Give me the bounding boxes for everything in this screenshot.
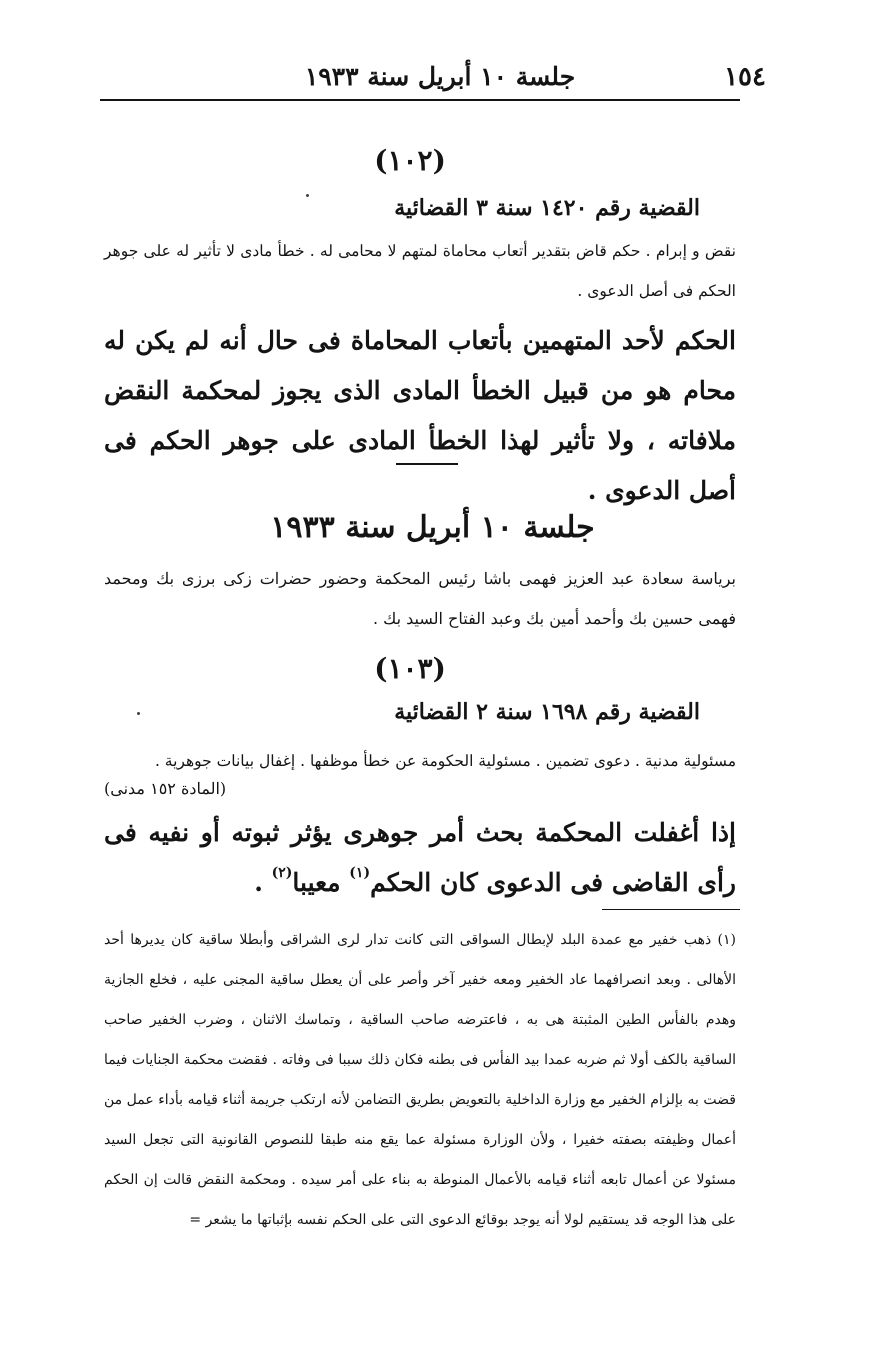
footnote-1: (١) ذهب خفير مع عمدة البلد لإبطال السواقى التى كانت تدار لرى الشراقى وأبطلا ساقية كان يديرها أحد الأهالى . وبعد انصرافهما عاد الخفير ومعه خفير آخر وأصر على أن يعطل ساقية المجنى عليه ، فخلع الجازية وهدم بالفأس الطين المثبتة هى به ، فاعترضه صاحب الساقية ، وتماسك الاثنان ، وضرب الخفير صاحب الساقية بالكف أولا ثم ضربه عمدا بيد الفأس فى بطنه فكان ذلك سببا فى وفاته . فقضت محكمة الجنايات فيما قضت به بإلزام الخفير مع وزارة الداخلية بالتعويض بطريق التضامن لأنه ارتكب جريمة أثناء قيامه بأداء عمل من أعمال وظيفته بصفته خفيرا ، ولأن الوزارة مسئولة عما يقع منه طبقا للنصوص القانونية التى تجعل السيد مسئولا عن أعمال تابعه أثناء قيامه بالأعمال المنوطة به بناء على أمر سيده . ومحكمة النقض قالت إن الحكم على هذا الوجه قد يستقيم لولا أنه يوجد بوقائع الدعوى التى على الحكم نفسه بإثباتها ما يشعر =: [104, 932, 736, 1228]
session-composition: برياسة سعادة عبد العزيز فهمى باشا رئيس المحكمة وحضور حضرات زكى برزى بك ومحمد فهمى حسين بك وأحمد أمين بك وعبد الفتاح السيد بك .: [104, 569, 736, 628]
page-number: ١٥٤: [724, 62, 766, 92]
case-keywords-102: نقض و إبرام . حكم قاض بتقدير أتعاب محاماة لمتهم لا محامى له . خطأ مادى لا تأثير له على جوهر الحكم فى أصل الدعوى .: [104, 242, 736, 300]
case-principle-102: الحكم لأحد المتهمين بأتعاب المحاماة فى حال أنه لم يكن له محام هو من قبيل الخطأ المادى الذى يجوز لمحكمة النقض ملافاته ، ولا تأثير لهذا الخطأ المادى على جوهر الحكم فى أصل الدعوى .: [104, 326, 736, 505]
section-divider: [396, 463, 458, 465]
case-principle-103: [104, 808, 736, 908]
footnote-marker-1: (١): [349, 865, 371, 881]
principle-text: إذا أغفلت المحكمة بحث أمر جوهرى يؤثر ثبوته أو نفيه فى رأى القاضى فى الدعوى كان: [104, 818, 736, 897]
scan-speck: [306, 194, 309, 197]
principle-end: .: [254, 868, 263, 897]
footnote-rule: [602, 909, 740, 910]
case-number-102: (١٠٢): [374, 144, 446, 177]
scan-speck: [137, 712, 140, 715]
header-rule: [100, 99, 740, 101]
case-number-103: (١٠٣): [374, 652, 446, 685]
case-keywords-103: مسئولية مدنية . دعوى تضمين . مسئولية الحكومة عن خطأ موظفها . إغفال بيانات جوهرية .: [154, 752, 736, 770]
running-header-title: جلسة ١٠ أبريل سنة ١٩٣٣: [304, 62, 576, 91]
article-reference: (المادة ١٥٢ مدنى): [104, 779, 227, 798]
principle-word-flawed: معيبا: [292, 868, 341, 897]
case-title-103: القضية رقم ١٦٩٨ سنة ٢ القضائية: [394, 699, 700, 725]
case-title-102: القضية رقم ١٤٢٠ سنة ٣ القضائية: [394, 195, 700, 221]
footnote-marker-2: (٢): [271, 865, 293, 881]
session-heading: جلسة ١٠ أبريل سنة ١٩٣٣: [270, 510, 595, 545]
principle-word-ruling: الحكم: [370, 868, 432, 897]
